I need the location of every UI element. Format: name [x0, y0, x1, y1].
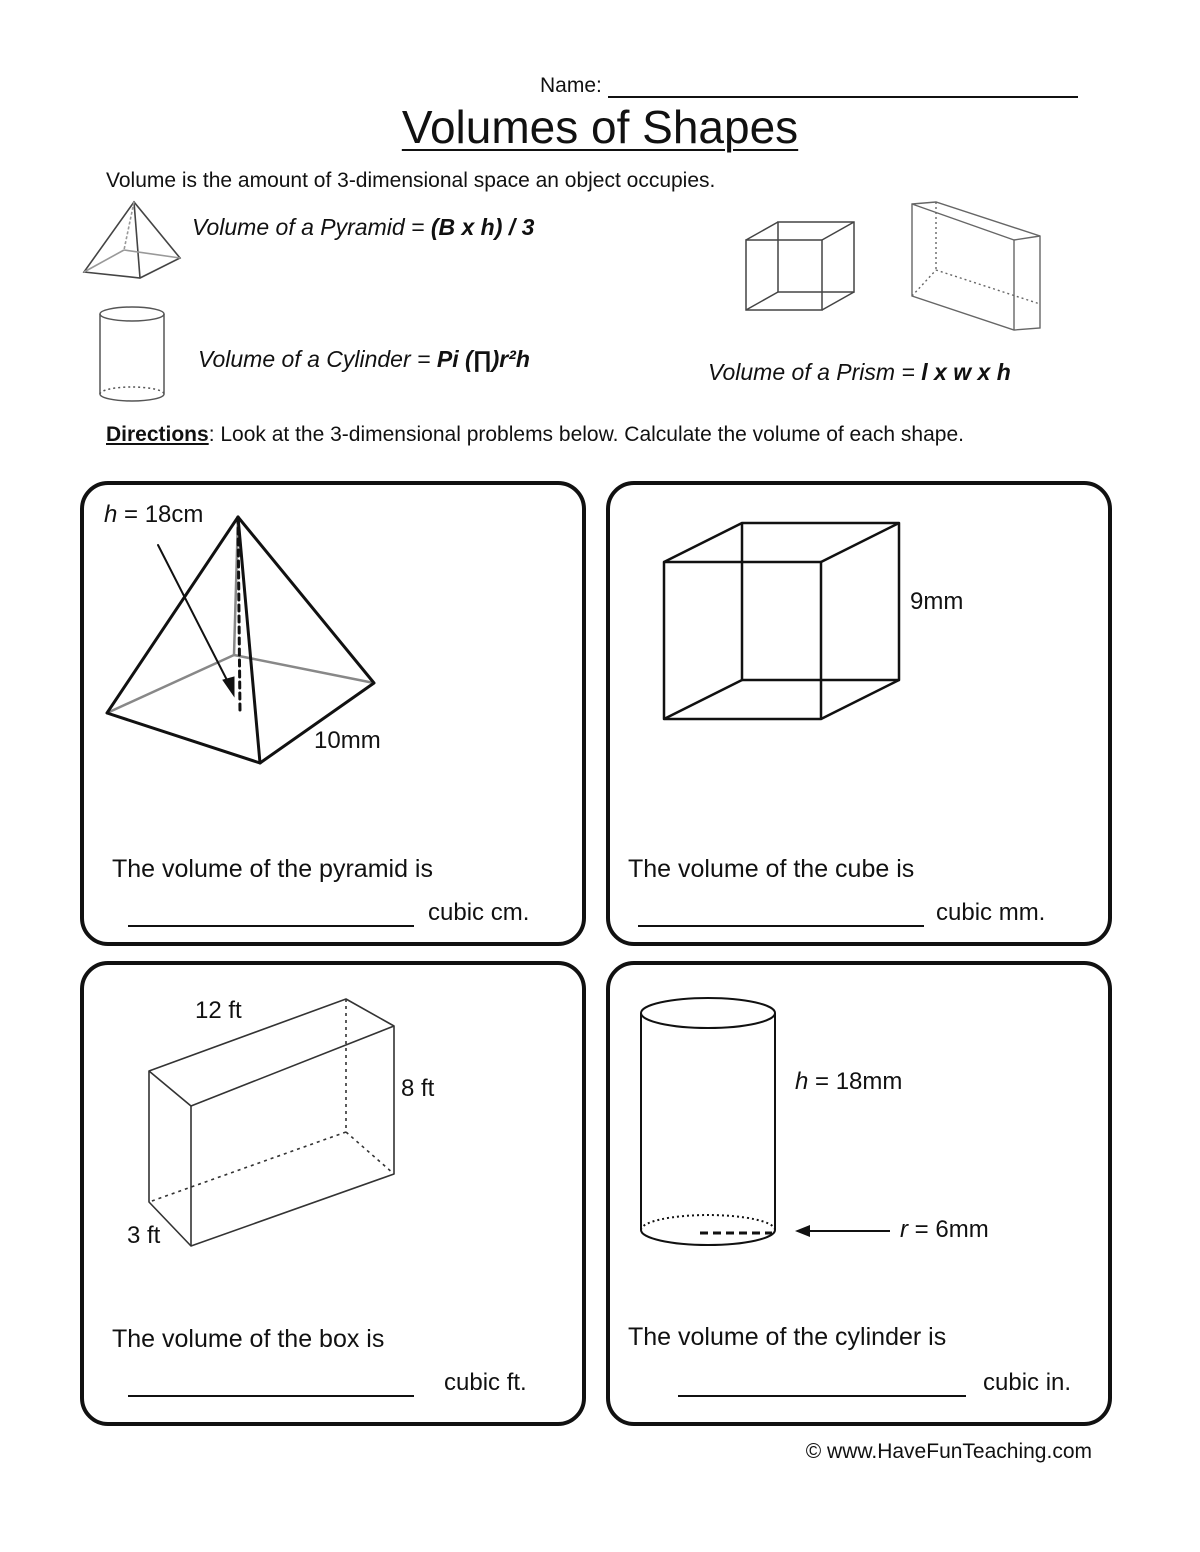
directions: Directions: Look at the 3-dimensional problems below. Calculate the volume of each shape. — [106, 423, 964, 446]
cylinder-height-label: h = 18mm — [795, 1068, 903, 1095]
cylinder-answer-row — [678, 1369, 1071, 1397]
cylinder-answer-blank[interactable] — [678, 1377, 966, 1397]
cylinder-question: The volume of the cylinder is — [628, 1323, 947, 1351]
prism-formula: Volume of a Prism = l x w x h — [708, 359, 1011, 385]
name-label: Name: — [540, 74, 602, 97]
cylinder-formula: Volume of a Cylinder = Pi (∏)r²h — [198, 346, 530, 372]
page-title: Volumes of Shapes — [401, 101, 799, 153]
cube-question: The volume of the cube is — [628, 855, 915, 883]
intro-text: Volume is the amount of 3-dimensional space an object occupies. — [106, 169, 716, 192]
cylinder-radius-label: r = 6mm — [900, 1216, 989, 1243]
cylinder-unit: cubic in. — [983, 1369, 1072, 1396]
pyramid-formula: Volume of a Pyramid = (B x h) / 3 — [192, 214, 535, 240]
cube-side-label: 9mm — [910, 588, 964, 615]
box-unit: cubic ft. — [444, 1369, 527, 1396]
box-length-label: 12 ft — [195, 997, 242, 1024]
pyramid-side-label: 10mm — [314, 727, 381, 754]
cube-unit: cubic mm. — [936, 899, 1046, 926]
box-height-label: 8 ft — [401, 1075, 435, 1102]
pyramid-question: The volume of the pyramid is — [112, 855, 433, 883]
box-question: The volume of the box is — [112, 1325, 385, 1353]
pyramid-unit: cubic cm. — [428, 899, 530, 926]
copyright-footer: © www.HaveFunTeaching.com — [805, 1440, 1092, 1463]
box-width-label: 3 ft — [127, 1222, 161, 1249]
pyramid-height-label: h = 18cm — [104, 501, 204, 528]
